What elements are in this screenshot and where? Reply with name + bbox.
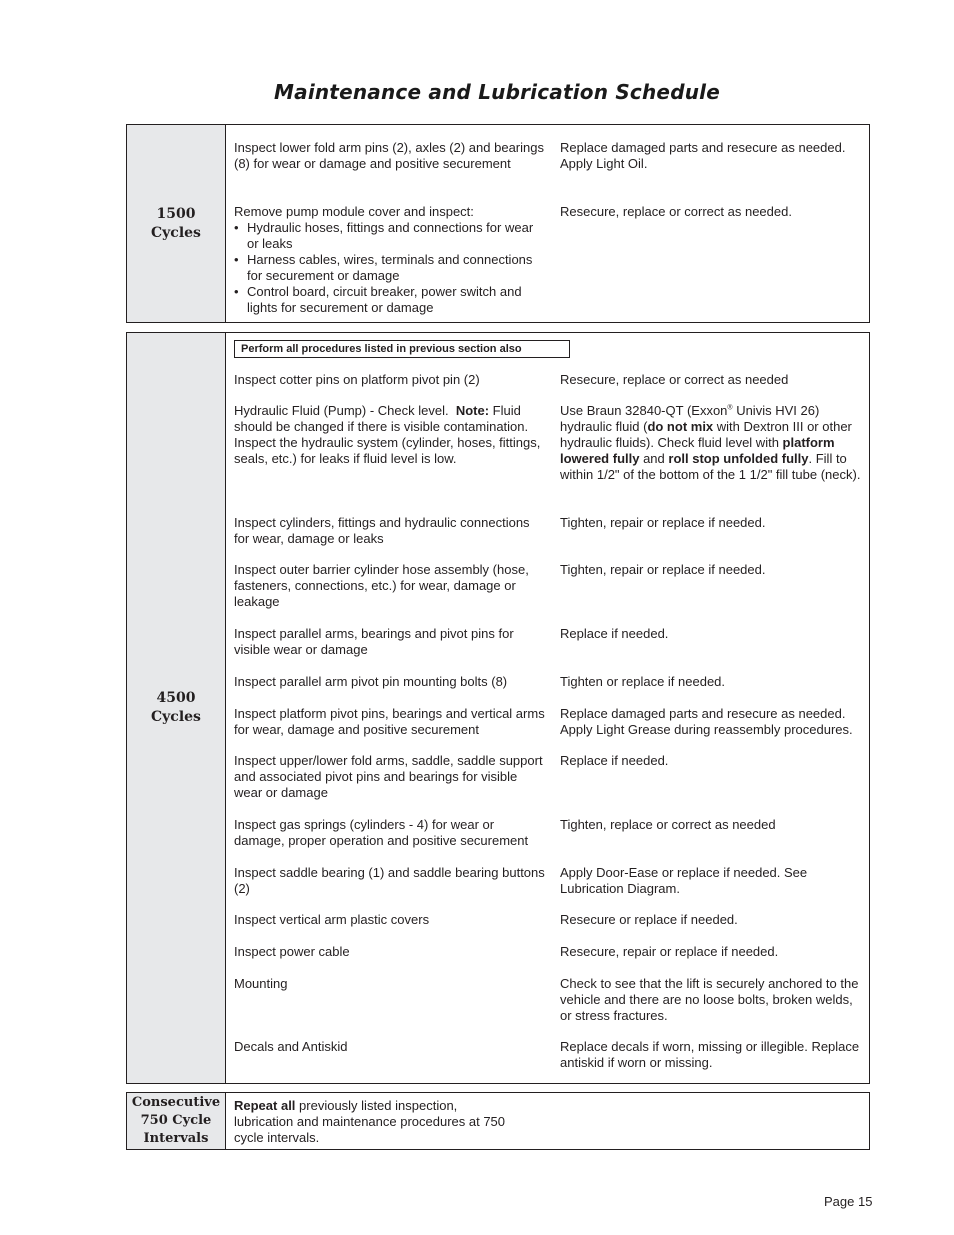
inspection-item: Hydraulic Fluid (Pump) - Check level. Note: Fluid should be changed if there is visible contamination. Inspect the hydraulic system (cylinder, hoses, fittings, seals, etc.) for leaks if fluid level is low.	[234, 403, 541, 466]
action-item: Replace damaged parts and resecure as needed. Apply Light Grease during reassembly procedures.	[560, 706, 853, 737]
action-item: Resecure, repair or replace if needed.	[560, 944, 779, 959]
action-item: Tighten, replace or correct as needed	[560, 817, 776, 832]
action-item: Resecure, replace or correct as needed	[560, 372, 789, 387]
section-label	[127, 333, 226, 1083]
bullet-item: • Harness cables, wires, terminals and connections for securement or damage	[234, 252, 533, 283]
section-1500-cycles	[126, 124, 870, 323]
action-item: Tighten, repair or replace if needed.	[560, 562, 766, 577]
label-line: Consecutive	[131, 1095, 221, 1110]
inspection-intro: Remove pump module cover and inspect:	[234, 204, 474, 219]
label-line: 1500	[156, 205, 196, 222]
bullet-item: • Control board, circuit breaker, power switch and lights for securement or damage	[234, 284, 522, 315]
note-box: Perform all procedures listed in previous section also	[234, 340, 570, 358]
inspection-item: Inspect upper/lower fold arms, saddle, saddle support and associated pivot pins and bearings for visible wear or damage	[234, 753, 543, 800]
action-item: Check to see that the lift is securely anchored to the vehicle and there are no loose bolts, broken welds, or stress fractures.	[560, 976, 859, 1023]
inspection-item: Inspect cotter pins on platform pivot pin (2)	[234, 372, 480, 387]
inspection-item: Decals and Antiskid	[234, 1039, 348, 1054]
inspection-item: Inspect parallel arm pivot pin mounting bolts (8)	[234, 674, 508, 689]
inspection-item: Inspect lower fold arm pins (2), axles (2) and bearings (8) for wear or damage and positive securement	[234, 140, 544, 171]
inspection-item: Inspect platform pivot pins, bearings and vertical arms for wear, damage and positive securement	[234, 706, 545, 737]
action-item: Resecure, replace or correct as needed.	[560, 204, 792, 219]
label-line: Cycles	[151, 224, 201, 241]
inspection-item: Inspect vertical arm plastic covers	[234, 912, 430, 927]
label-line: 750 Cycle	[140, 1113, 212, 1128]
inspection-item: Mounting	[234, 976, 288, 991]
action-item: Use Braun 32840-QT (Exxon® Univis HVI 26) hydraulic fluid (do not mix with Dextron III or other hydraulic fluids). Check fluid level with platform lowered fully and roll stop unfolded fully. Fill to within 1/2" of the bottom of the 1 1/2" fill tube (neck).	[560, 403, 861, 482]
label-line: Intervals	[143, 1131, 209, 1146]
inspection-item: Inspect power cable	[234, 944, 350, 959]
inspection-item: Repeat all previously listed inspection, lubrication and maintenance procedures at 750 cycle intervals.	[234, 1098, 506, 1145]
action-item: Replace damaged parts and resecure as needed. Apply Light Oil.	[560, 140, 846, 171]
action-item: Replace if needed.	[560, 753, 669, 768]
action-item: Tighten, repair or replace if needed.	[560, 515, 766, 530]
section-label	[127, 1093, 226, 1149]
label-line: Cycles	[151, 709, 201, 725]
action-item: Resecure or replace if needed.	[560, 912, 738, 927]
action-item: Replace if needed.	[560, 626, 669, 641]
action-item: Replace decals if worn, missing or illegible. Replace antiskid if worn or missing.	[560, 1039, 860, 1070]
section-4500-cycles	[126, 332, 870, 1084]
page-title: Maintenance and Lubrication Schedule	[274, 80, 720, 104]
inspection-item: Inspect outer barrier cylinder hose assembly (hose, fasteners, connections, etc.) for wear, damage or leakage	[234, 562, 529, 609]
action-item: Tighten or replace if needed.	[560, 674, 726, 689]
inspection-item: Inspect parallel arms, bearings and pivot pins for visible wear or damage	[234, 626, 514, 657]
inspection-item: Inspect saddle bearing (1) and saddle bearing buttons (2)	[234, 865, 545, 896]
section-label	[127, 125, 226, 322]
section-750-cycle-intervals	[126, 1092, 870, 1150]
page-number: Page 15	[824, 1194, 873, 1209]
inspection-item: Inspect cylinders, fittings and hydraulic connections for wear, damage or leaks	[234, 515, 530, 546]
inspection-item: Inspect gas springs (cylinders - 4) for wear or damage, proper operation and positive securement	[234, 817, 529, 848]
action-item: Apply Door-Ease or replace if needed. See Lubrication Diagram.	[560, 865, 808, 896]
bullet-item: • Hydraulic hoses, fittings and connections for wear or leaks	[234, 220, 534, 251]
inspection-item	[234, 204, 546, 316]
label-line: 4500	[156, 690, 196, 706]
